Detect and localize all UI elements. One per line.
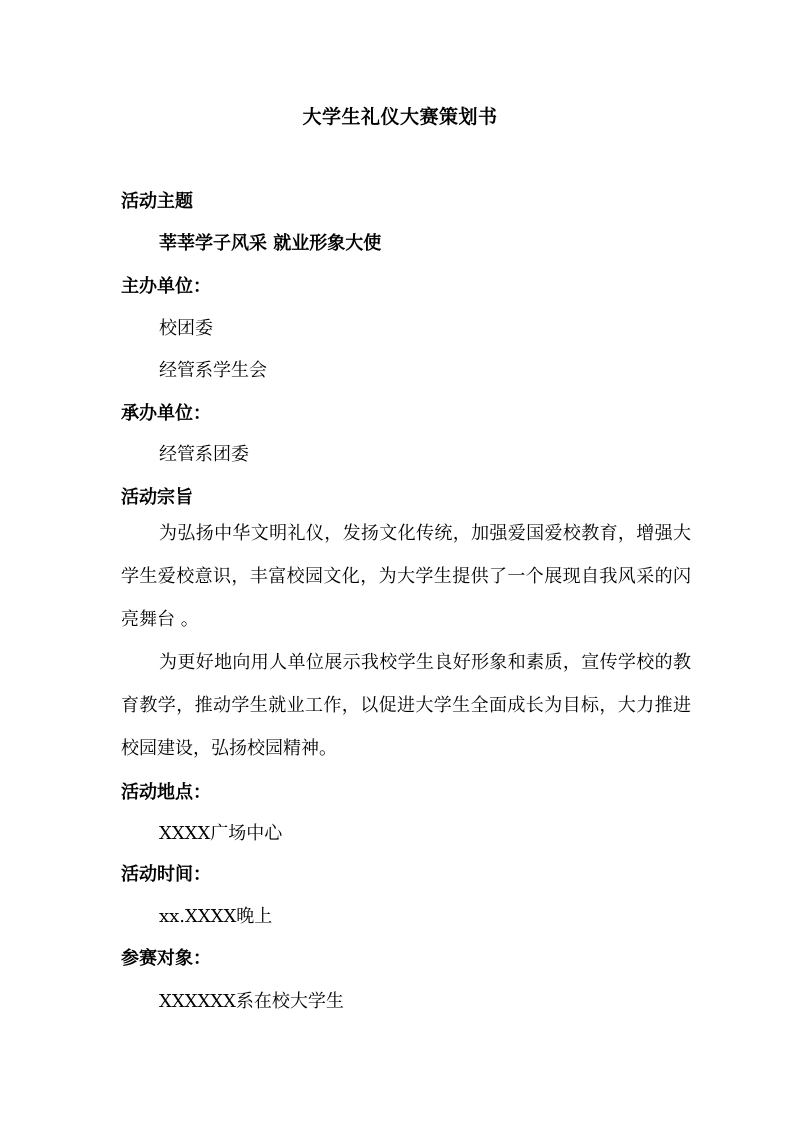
- purpose-paragraph: 为弘扬中华文明礼仪，发扬文化传统，加强爱国爱校教育，增强大学生爱校意识，丰富校园文化，为大学生提供了一个展现自我风采的闪亮舞台 。: [121, 523, 691, 630]
- participants-heading: 参赛对象：: [121, 948, 211, 969]
- organizer-heading: 承办单位：: [121, 403, 211, 424]
- location-text: XXXX广场中心: [159, 823, 283, 844]
- participants-text: XXXXXX系在校大学生: [159, 991, 344, 1012]
- theme-heading: 活动主题: [121, 191, 193, 212]
- host-heading: 主办单位：: [121, 276, 211, 297]
- location-heading: 活动地点：: [121, 782, 211, 803]
- host-item: 经管系学生会: [159, 360, 267, 381]
- organizer-item: 经管系团委: [159, 444, 249, 465]
- document-title: 大学生礼仪大赛策划书: [302, 106, 498, 128]
- purpose-heading: 活动宗旨: [121, 487, 193, 508]
- time-heading: 活动时间：: [121, 864, 211, 885]
- purpose-paragraph: 为更好地向用人单位展示我校学生良好形象和素质，宣传学校的教育教学，推动学生就业工作，以促进大学生全面成长为目标，大力推进校园建设，弘扬校园精神。: [121, 652, 691, 759]
- host-item: 校团委: [159, 318, 213, 339]
- theme-text: 莘莘学子风采 就业形象大使: [159, 233, 382, 254]
- time-text: xx.XXXX晚上: [159, 906, 273, 927]
